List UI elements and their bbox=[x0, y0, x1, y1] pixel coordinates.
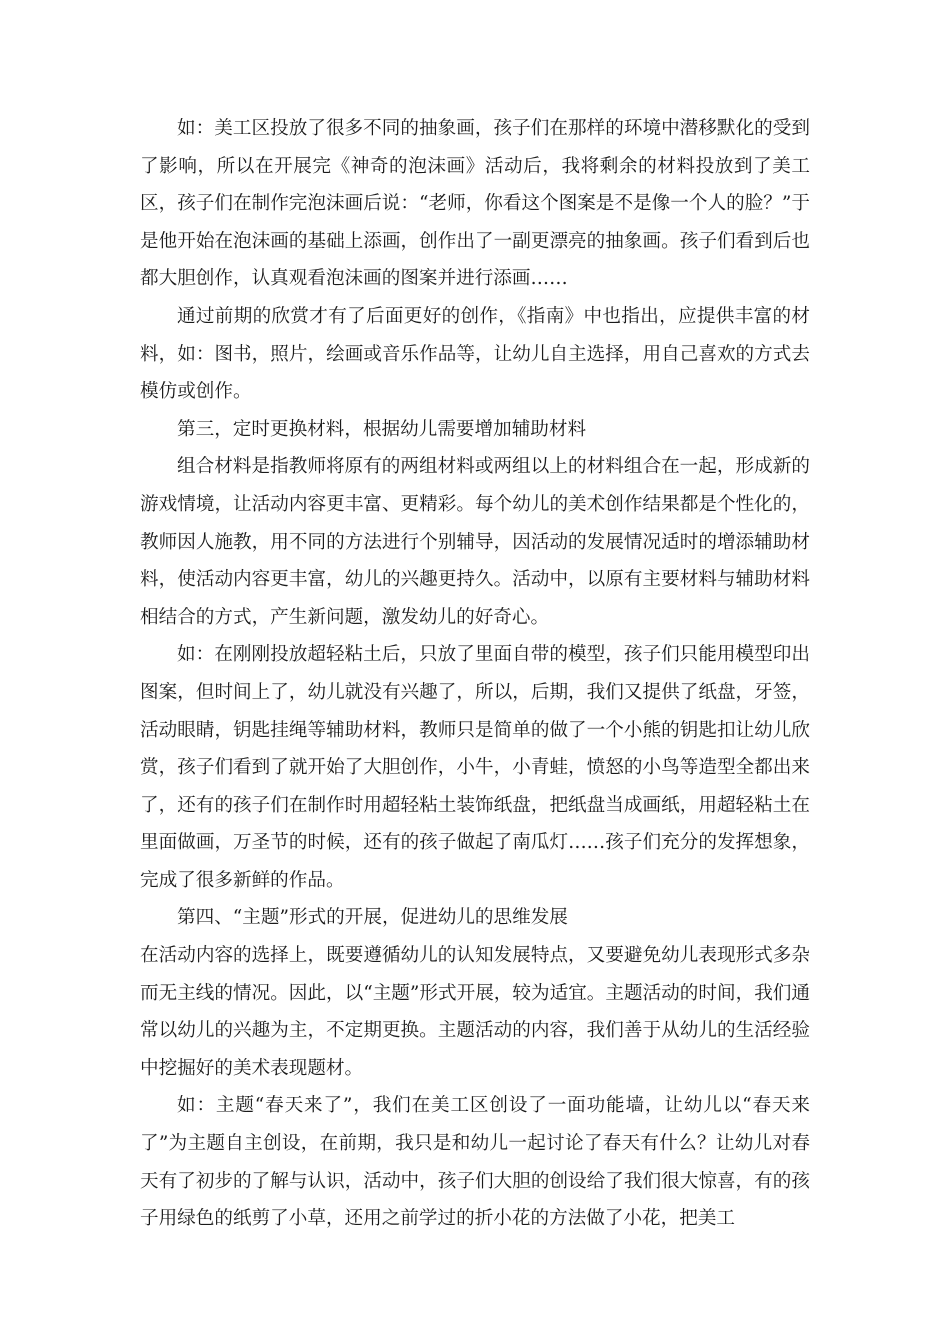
heading-third-point: 第三，定时更换材料，根据幼儿需要增加辅助材料 bbox=[177, 418, 587, 440]
paragraph-art-corner-example: 如：美工区投放了很多不同的抽象画，孩子们在那样的环境中潜移默化的受到了影响，所以在开展完《神奇的泡沫画》活动后，我将剩余的材料投放到了美工区，孩子们在制作完泡沫画后说：“老师，你看这个图案是不是像一个人的脸？”于是他开始在泡沫画的基础上添画，创作出了一副更漂亮的抽象画。孩子们看到后也都大胆创作，认真观看泡沫画的图案并进行添画…… bbox=[140, 118, 810, 290]
paragraph-clay-example: 如：在刚刚投放超轻粘土后，只放了里面自带的模型，孩子们只能用模型印出图案，但时间上了，幼儿就没有兴趣了，所以，后期，我们又提供了纸盘，牙签，活动眼睛，钥匙挂绳等辅助材料，教师只是简单的做了一个小熊的钥匙扣让幼儿欣赏，孩子们看到了就开始了大胆创作，小牛，小青蛙，愤怒的小鸟等造型全都出来了，还有的孩子们在制作时用超轻粘土装饰纸盘，把纸盘当成画纸，用超轻粘土在里面做画，万圣节的时候，还有的孩子做起了南瓜灯……孩子们充分的发挥想象，完成了很多新鲜的作品。 bbox=[140, 644, 810, 891]
paragraph-combined-materials: 组合材料是指教师将原有的两组材料或两组以上的材料组合在一起，形成新的游戏情境，让活动内容更丰富、更精彩。每个幼儿的美术创作结果都是个性化的，教师因人施教，用不同的方法进行个别辅导，因活动的发展情况适时的增添辅助材料，使活动内容更丰富，幼儿的兴趣更持久。活动中，以原有主要材料与辅助材料相结合的方式，产生新问题，激发幼儿的好奇心。 bbox=[140, 456, 810, 628]
paragraph-spring-theme-example: 如：主题“春天来了”，我们在美工区创设了一面功能墙，让幼儿以“春天来了”为主题自主创设，在前期，我只是和幼儿一起讨论了春天有什么？让幼儿对春天有了初步的了解与认识，活动中，孩子们大胆的创设给了我们很大惊喜，有的孩子用绿色的纸剪了小草，还用之前学过的折小花的方法做了小花，把美工 bbox=[140, 1095, 810, 1230]
heading-fourth-point: 第四、“主题”形式的开展，促进幼儿的思维发展 bbox=[177, 907, 568, 929]
document-page bbox=[140, 110, 810, 1238]
paragraph-theme-selection: 在活动内容的选择上，既要遵循幼儿的认知发展特点，又要避免幼儿表现形式多杂而无主线的情况。因此，以“主题”形式开展，较为适宜。主题活动的时间，我们通常以幼儿的兴趣为主，不定期更换。主题活动的内容，我们善于从幼儿的生活经验中挖掘好的美术表现题材。 bbox=[140, 945, 810, 1079]
paragraph-appreciation-guide: 通过前期的欣赏才有了后面更好的创作，《指南》中也指出，应提供丰富的材料，如：图书，照片，绘画或音乐作品等，让幼儿自主选择，用自己喜欢的方式去模仿或创作。 bbox=[140, 305, 810, 403]
